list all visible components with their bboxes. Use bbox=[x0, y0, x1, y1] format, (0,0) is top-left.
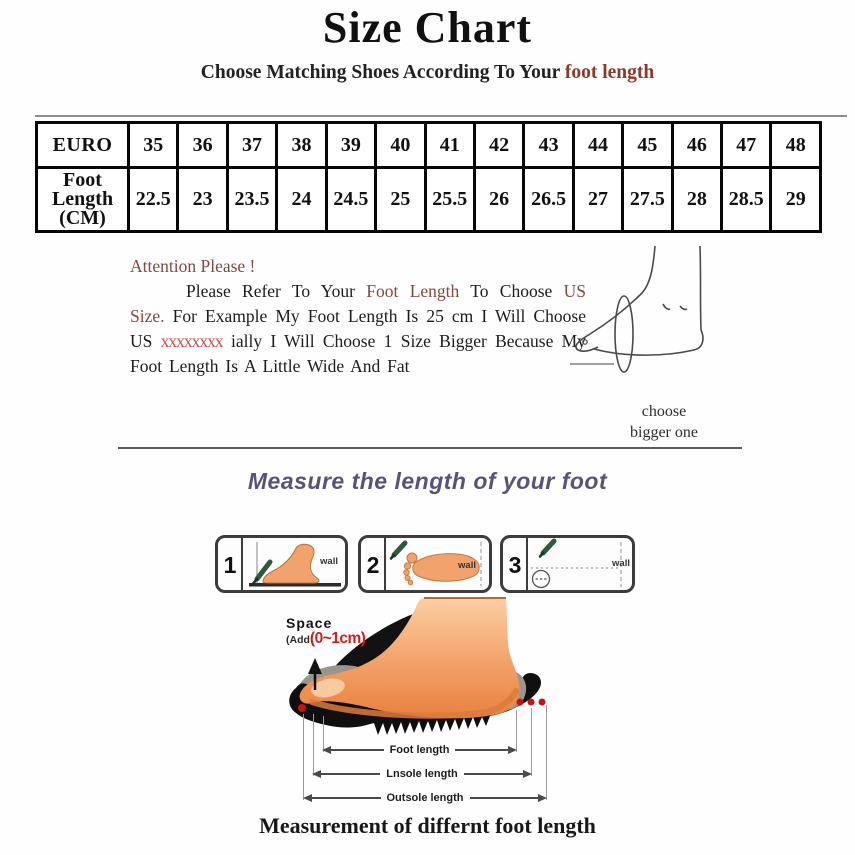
space-add-prefix: (Add bbox=[286, 634, 310, 646]
foot-length-cell: 29 bbox=[771, 168, 821, 232]
euro-size-cell: 45 bbox=[623, 123, 672, 168]
measure-line bbox=[464, 773, 523, 775]
guide-line bbox=[303, 714, 304, 800]
heel-marker-red-dot bbox=[539, 699, 546, 706]
page-title: Size Chart bbox=[322, 3, 533, 52]
ankle-mark bbox=[680, 306, 687, 309]
measure-line bbox=[312, 797, 381, 799]
step-number: 2 bbox=[366, 552, 380, 578]
divider-line bbox=[118, 447, 742, 449]
foot-length-cell: 24.5 bbox=[326, 168, 375, 232]
euro-size-cell: 42 bbox=[474, 123, 523, 168]
foot-length-cell: 27.5 bbox=[623, 168, 672, 232]
foot-length-cell: 24 bbox=[277, 168, 326, 232]
pen-icon bbox=[394, 543, 405, 555]
foot-side-illustration bbox=[558, 242, 728, 407]
attention-paragraph bbox=[130, 279, 586, 379]
euro-size-cell: 37 bbox=[227, 123, 276, 168]
choose-bigger-note bbox=[598, 401, 730, 443]
arrow-right-icon bbox=[508, 746, 517, 754]
measure-step-2-panel bbox=[358, 535, 492, 593]
outsole-length-measure bbox=[303, 792, 547, 804]
space-annotation bbox=[286, 616, 396, 648]
size-table bbox=[35, 121, 822, 233]
euro-header-cell: EURO bbox=[37, 123, 129, 168]
euro-size-cell: 36 bbox=[178, 123, 227, 168]
foot-length-cell: 26.5 bbox=[524, 168, 573, 232]
subtitle bbox=[0, 62, 855, 84]
footprint-toe bbox=[404, 570, 410, 576]
insole-length-measure bbox=[312, 768, 532, 780]
wall-label: wall bbox=[458, 560, 476, 571]
foot-length-cell: 26 bbox=[474, 168, 523, 232]
leg-back-line bbox=[700, 246, 701, 330]
space-arrow-head bbox=[308, 658, 322, 674]
table-top-rule bbox=[35, 115, 847, 117]
heel-marker-red-dot bbox=[517, 699, 524, 706]
pen-icon bbox=[543, 541, 554, 553]
pen-tip bbox=[391, 555, 394, 559]
arrow-right-icon bbox=[538, 794, 547, 802]
measure-section-title: Measure the length of your foot bbox=[247, 468, 608, 494]
measure-line bbox=[331, 749, 384, 751]
step-number: 3 bbox=[508, 552, 522, 578]
footprint-toe bbox=[405, 576, 410, 581]
euro-size-cell: 46 bbox=[672, 123, 721, 168]
foot-sole-line bbox=[594, 330, 703, 355]
toe-nail-mark bbox=[583, 340, 587, 344]
attention-segment: Please Refer To Your bbox=[186, 281, 367, 301]
arrow-left-icon bbox=[303, 794, 312, 802]
attention-heading: Attention Please ! bbox=[130, 256, 256, 276]
attention-segment: To Choose bbox=[459, 281, 564, 301]
foot-length-cell: 23 bbox=[178, 168, 227, 232]
attention-segment: ially I Will Choose 1 Size Bigger Because My Foot Length Is A Little Wide And Fat bbox=[130, 331, 586, 376]
footprint-toe bbox=[404, 563, 410, 569]
foot-length-cell: 28.5 bbox=[722, 168, 771, 232]
toe-marker-red-dot bbox=[298, 704, 306, 712]
attention-segment-us-size: US Size. bbox=[130, 281, 586, 326]
euro-size-cell: 39 bbox=[326, 123, 375, 168]
guide-line bbox=[313, 714, 314, 776]
step2-diagram bbox=[386, 538, 492, 590]
attention-segment: For Example My Foot Length Is 25 cm I Will Choose US bbox=[130, 306, 586, 351]
footer-caption: Measurement of differnt foot length bbox=[259, 813, 596, 838]
floor-baseline bbox=[249, 583, 341, 587]
foot-length-cell: 27 bbox=[573, 168, 622, 232]
measure-label: Lnsole length bbox=[386, 768, 458, 780]
pen-tip bbox=[540, 553, 543, 557]
table-row-foot-length bbox=[37, 168, 821, 232]
foot-length-cell: 22.5 bbox=[129, 168, 178, 232]
subtitle-highlight: foot length bbox=[564, 62, 655, 83]
euro-size-cell: 44 bbox=[573, 123, 622, 168]
arrow-left-icon bbox=[312, 770, 321, 778]
foot-length-cell: 25.5 bbox=[425, 168, 474, 232]
choose-bigger-line1: choose bbox=[641, 403, 687, 420]
measure-line bbox=[470, 797, 539, 799]
euro-size-cell: 43 bbox=[524, 123, 573, 168]
euro-size-cell: 40 bbox=[376, 123, 425, 168]
ankle-mark bbox=[663, 304, 670, 309]
measure-line bbox=[455, 749, 508, 751]
step-number: 1 bbox=[223, 552, 237, 578]
arrow-left-icon bbox=[322, 746, 331, 754]
attention-block bbox=[130, 254, 586, 379]
measure-step-3-panel bbox=[500, 535, 635, 593]
guide-line bbox=[546, 705, 547, 800]
arrow-right-icon bbox=[523, 770, 532, 778]
girth-measure-ellipse bbox=[615, 296, 633, 372]
footprint-toe bbox=[408, 580, 413, 585]
wall-label: wall bbox=[612, 558, 630, 569]
space-range-text: (0~1cm) bbox=[309, 630, 366, 647]
attention-segment-foot-length: Foot Length bbox=[366, 281, 460, 301]
attention-segment-crossed-out: xxxxxxxx bbox=[160, 331, 223, 351]
measure-step-1-panel bbox=[215, 535, 348, 593]
measure-label: Foot length bbox=[389, 744, 450, 756]
space-label-text: Space bbox=[286, 615, 333, 631]
foot-length-header-text: Foot Length (CM) bbox=[51, 169, 114, 229]
footprint-toe bbox=[407, 553, 417, 563]
foot-length-cell: 23.5 bbox=[227, 168, 276, 232]
foot-length-header-cell bbox=[37, 168, 129, 232]
foot-length-cell: 28 bbox=[672, 168, 721, 232]
foot-length-cell: 25 bbox=[376, 168, 425, 232]
euro-size-cell: 47 bbox=[722, 123, 771, 168]
euro-size-cell: 41 bbox=[425, 123, 474, 168]
subtitle-text: Choose Matching Shoes According To Your bbox=[200, 62, 565, 83]
wall-label: wall bbox=[320, 556, 338, 567]
measure-label: Outsole length bbox=[386, 792, 464, 804]
foot-length-measure bbox=[322, 744, 517, 756]
guide-line bbox=[531, 708, 532, 776]
heel-marker-red-dot bbox=[528, 699, 535, 706]
euro-size-cell: 48 bbox=[771, 123, 821, 168]
euro-size-cell: 38 bbox=[277, 123, 326, 168]
measure-line bbox=[321, 773, 380, 775]
euro-size-cell: 35 bbox=[129, 123, 178, 168]
choose-bigger-line2: bigger one bbox=[630, 424, 698, 441]
table-row-euro bbox=[37, 123, 821, 168]
